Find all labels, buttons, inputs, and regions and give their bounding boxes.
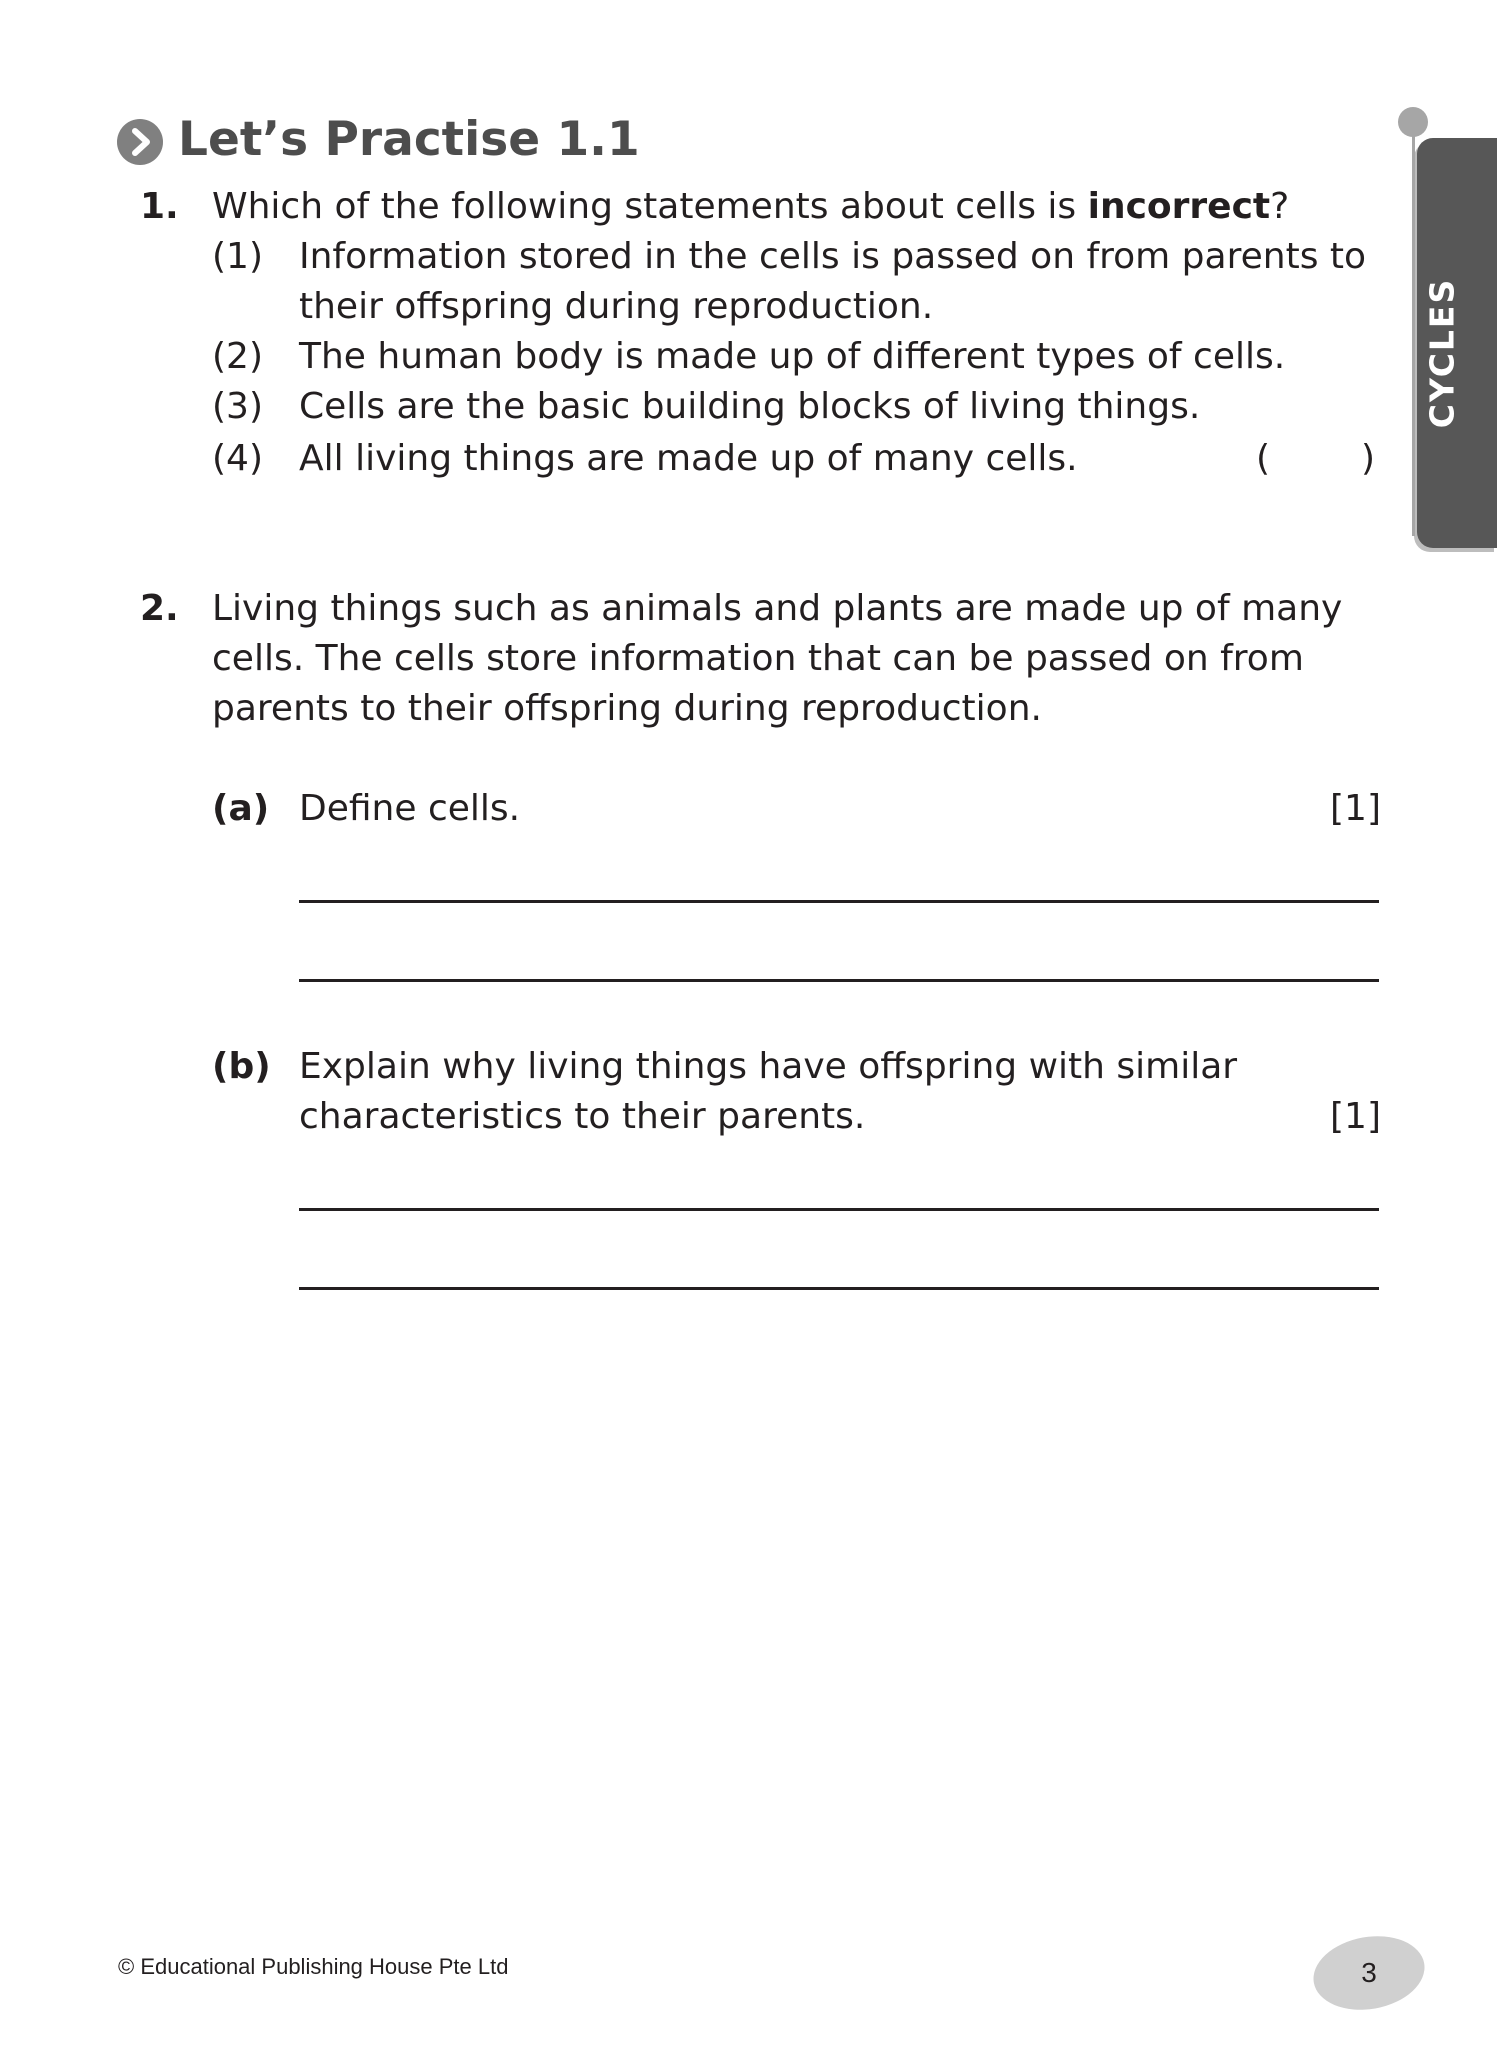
question-2-intro-line-2: cells. The cells store information that can be passed on from — [212, 638, 1304, 679]
question-1-stem-emphasis: incorrect — [1087, 186, 1271, 227]
page-number: 3 — [1361, 1957, 1377, 1988]
chevron-right-icon — [117, 119, 163, 165]
answer-line[interactable] — [299, 979, 1379, 982]
option-4-label: (4) — [212, 438, 263, 479]
option-3-text: Cells are the basic building blocks of living things. — [299, 386, 1201, 427]
option-3-label: (3) — [212, 386, 263, 427]
option-2-text: The human body is made up of different types of cells. — [299, 336, 1286, 377]
option-1-label: (1) — [212, 236, 263, 277]
part-b-label: (b) — [212, 1046, 271, 1087]
part-b-text-line-1: Explain why living things have offspring with similar — [299, 1046, 1238, 1087]
option-2-label: (2) — [212, 336, 263, 377]
tab-dot — [1398, 107, 1428, 137]
question-2-intro-line-1: Living things such as animals and plants are made up of many — [212, 588, 1343, 629]
answer-bracket-close: ) — [1361, 438, 1376, 479]
copyright-notice: © Educational Publishing House Pte Ltd — [118, 1954, 509, 1979]
section-tab-label: CYCLES — [1422, 277, 1462, 429]
part-b-marks: [1] — [1330, 1096, 1381, 1137]
answer-line[interactable] — [299, 1287, 1379, 1290]
answer-line[interactable] — [299, 1208, 1379, 1211]
question-2-number: 2. — [140, 588, 179, 629]
option-1-text-line-1: Information stored in the cells is passed on from parents to — [299, 236, 1367, 277]
option-4-text: All living things are made up of many cells. — [299, 438, 1078, 479]
part-a-text: Define cells. — [299, 788, 521, 829]
question-2-intro-line-3: parents to their offspring during reproduction. — [212, 688, 1042, 729]
part-b-text-line-2: characteristics to their parents. — [299, 1096, 866, 1137]
answer-line[interactable] — [299, 900, 1379, 903]
question-1-number: 1. — [140, 186, 179, 227]
question-1-stem-text: Which of the following statements about cells is — [212, 186, 1088, 227]
option-1-text-line-2: their offspring during reproduction. — [299, 286, 934, 327]
part-a-marks: [1] — [1330, 788, 1381, 829]
part-a-label: (a) — [212, 788, 270, 829]
tab-divider-line — [1412, 128, 1415, 536]
question-1-stem-end: ? — [1270, 186, 1290, 227]
answer-bracket-open: ( — [1256, 438, 1271, 479]
question-1-stem — [212, 182, 1289, 232]
page-title: Let’s Practise 1.1 — [178, 112, 640, 167]
